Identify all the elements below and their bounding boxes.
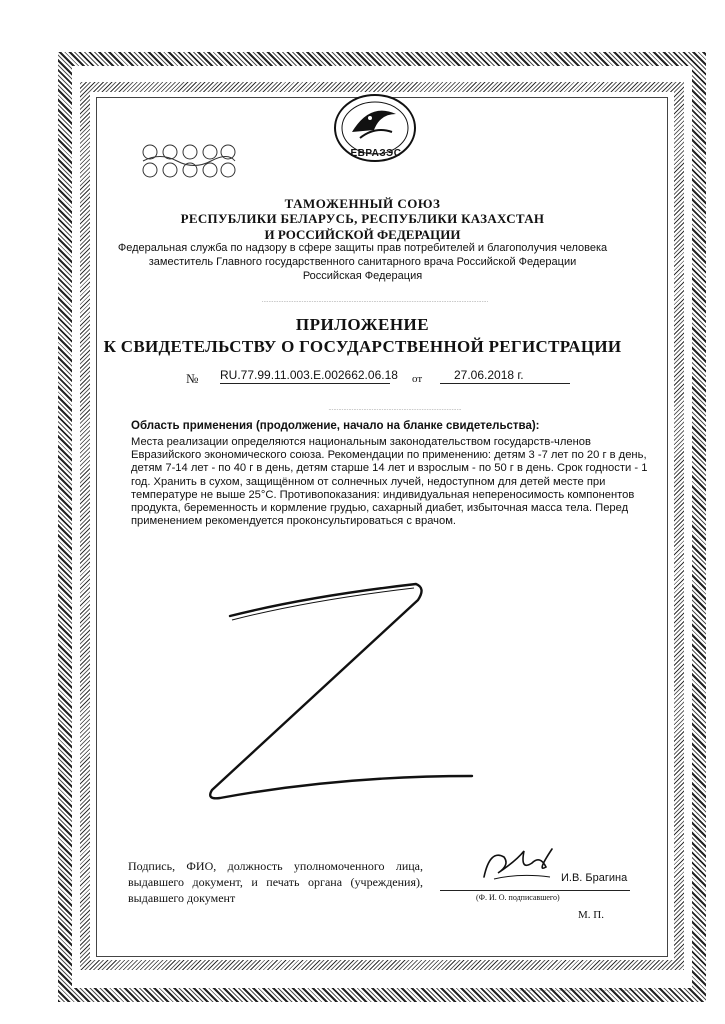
signature-line [440,890,630,891]
signer-name: И.В. Брагина [561,872,628,884]
stamp-place-label: М. П. [578,909,604,921]
print-mark: ······································································· [520,988,639,994]
header-republics: РЕСПУБЛИКИ БЕЛАРУСЬ, РЕСПУБЛИКИ КАЗАХСТАН [180,211,545,226]
signature-caption: Подпись, ФИО, должность уполномоченного лица, выдавшего документ, и печать органа (учреждения), выдавшего документ [128,859,423,905]
z-strike-mark [190,570,480,810]
emblem-label: ЕВРАЗЭС [350,148,402,159]
header-federation: И РОССИЙСКОЙ ФЕДЕРАЦИИ [264,227,461,242]
scope-heading: Область применения (продолжение, начало на бланке свидетельства): [131,420,540,432]
from-label: от [412,373,423,385]
number-sign: № [186,371,199,386]
fio-label: (Ф. И. О. подписавшего) [476,893,560,902]
document-subtitle: К СВИДЕТЕЛЬСТВУ О ГОСУДАРСТВЕННОЙ РЕГИСТРАЦИИ [103,337,622,356]
caption-strip-2: ················································································ [328,407,462,413]
registration-number: RU.77.99.11.003.E.002662.06.18 [220,368,398,382]
ornament-icon [140,142,238,180]
authority-line-2: заместитель Главного государственного санитарного врача Российской Федерации [148,256,577,268]
registration-date: 27.06.2018 г. [440,368,570,384]
document-title: ПРИЛОЖЕНИЕ [295,315,430,334]
authority-line-3: Российская Федерация [302,270,423,282]
authority-line-1: Федеральная служба по надзору в сфере защиты прав потребителей и благополучия человека [117,242,608,254]
handwritten-signature [480,843,560,887]
scope-text: Места реализации определяются национальным законодательством государств-членов Евразийского экономического союза. Рекомендации по применению: детям 3 -7 лет по 20 г в день, детям 7-14 лет - по 40 г в день, детям старше 14 лет и взрослым - по 50 г в день. Срок годности - 1 год. Хранить в сухом, защищённом от солнечных лучей, недоступном для детей месте при температуре не выше 25°С. Противопоказания: индивидуальная непереносимость компонентов продукта, беременность и кормление грудью, сахарный диабет, избыточная масса тела. Перед применением рекомендуется проконсультироваться с врачом. [131,436,648,528]
caption-strip: ········································································································································ [261,299,489,305]
header-union: ТАМОЖЕННЫЙ СОЮЗ [284,196,441,211]
